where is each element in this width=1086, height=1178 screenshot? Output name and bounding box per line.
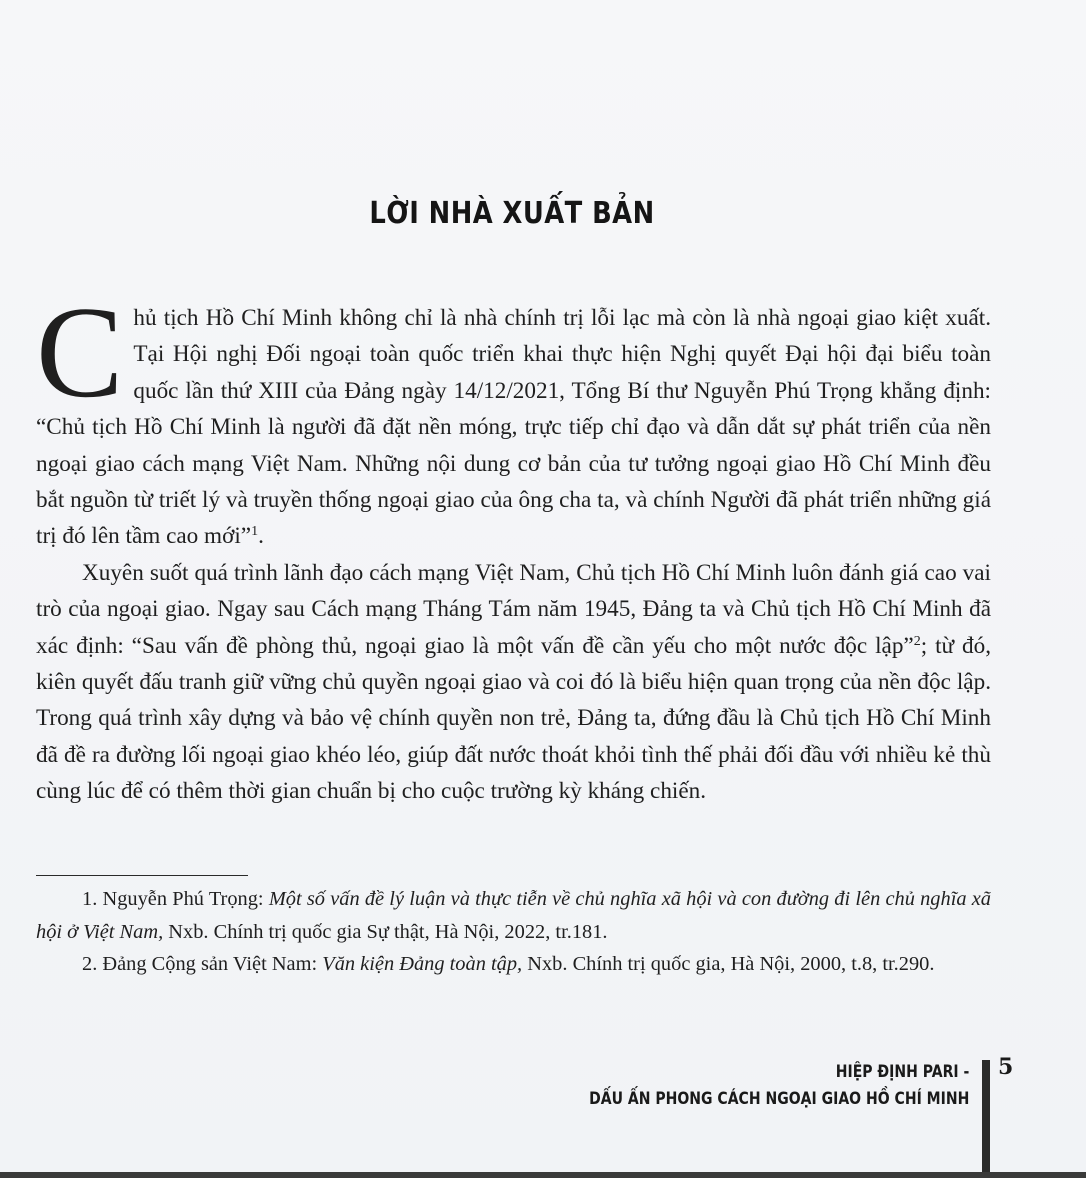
paragraph-2-text-b: ; từ đó, kiên quyết đấu tranh giữ vững chủ quyền ngoại giao và coi đó là biểu hiện quan trọng của nền độc lập. Trong quá trình xây dựng và bảo vệ chính quyền non trẻ, Đảng ta, đứng đầu là Chủ tịch Hồ Chí Minh đã đề ra đường lối ngoại giao khéo léo, giúp đất nước thoát khỏi tình thế phải đối đầu với nhiều kẻ thù cùng lúc để có thêm thời gian chuẩn bị cho cuộc trường kỳ kháng chiến. [36, 632, 992, 805]
footnote-divider [36, 875, 248, 876]
footnote-1-title: Một số vấn đề lý luận và thực tiễn về chủ nghĩa xã hội và con đường đi lên chủ nghĩa xã hội ở Việt Nam, [36, 888, 991, 943]
footnote-2-lead: 2. Đảng Cộng sản Việt Nam: [82, 953, 323, 976]
paragraph-1-end: . [258, 523, 264, 550]
paragraph-1-text: hủ tịch Hồ Chí Minh không chỉ là nhà chính trị lỗi lạc mà còn là nhà ngoại giao kiệt xuất. Tại Hội nghị Đối ngoại toàn quốc triển khai thực hiện Nghị quyết Đại hội đại biểu toàn quốc lần thứ XIII của Đảng ngày 14/12/2021, Tổng Bí thư Nguyễn Phú Trọng khẳng định: “Chủ tịch Hồ Chí Minh là người đã đặt nền móng, trực tiếp chỉ đạo và dẫn dắt sự phát triển của nền ngoại giao cách mạng Việt Nam. Những nội dung cơ bản của tư tưởng ngoại giao Hồ Chí Minh đều bắt nguồn từ triết lý và truyền thống ngoại giao của ông cha ta, và chính Người đã phát triển những giá trị đó lên tầm cao mới” [36, 305, 991, 550]
running-head-line-2: DẤU ẤN PHONG CÁCH NGOẠI GIAO HỒ CHÍ MINH [588, 1089, 969, 1108]
page-bottom-edge [0, 1172, 1086, 1178]
body-text [36, 280, 992, 810]
drop-cap: C [36, 280, 124, 425]
footnote-ref-2[interactable]: 2 [913, 633, 921, 649]
running-head [589, 1058, 969, 1112]
running-head-bar [982, 1060, 990, 1178]
page-number: 5 [998, 1054, 1014, 1080]
footnote-2-tail: Nxb. Chính trị quốc gia, Hà Nội, 2000, t.8, tr.290. [522, 953, 935, 976]
paragraph-1 [36, 280, 991, 555]
running-head-line-1: HIỆP ĐỊNH PARI - [835, 1062, 969, 1081]
footnote-1 [36, 883, 991, 948]
footnotes [36, 883, 991, 981]
paragraph-2 [36, 555, 991, 810]
footnote-1-tail: Nxb. Chính trị quốc gia Sự thật, Hà Nội, 2022, tr.181. [163, 920, 608, 943]
footnote-2-title: Văn kiện Đảng toàn tập, [322, 953, 523, 976]
footnote-ref-1[interactable]: 1 [251, 524, 259, 540]
page-title: LỜI NHÀ XUẤT BẢN [369, 196, 655, 231]
footnote-2 [36, 948, 991, 981]
footnote-1-lead: 1. Nguyễn Phú Trọng: [82, 888, 269, 910]
paragraph-2-text-a: Xuyên suốt quá trình lãnh đạo cách mạng Việt Nam, Chủ tịch Hồ Chí Minh luôn đánh giá cao vai trò của ngoại giao. Ngay sau Cách mạng Tháng Tám năm 1945, Đảng ta và Chủ tịch Hồ Chí Minh đã xác định: “Sau vấn đề phòng thủ, ngoại giao là một vấn đề cần yếu cho một nước độc lập” [36, 559, 991, 659]
